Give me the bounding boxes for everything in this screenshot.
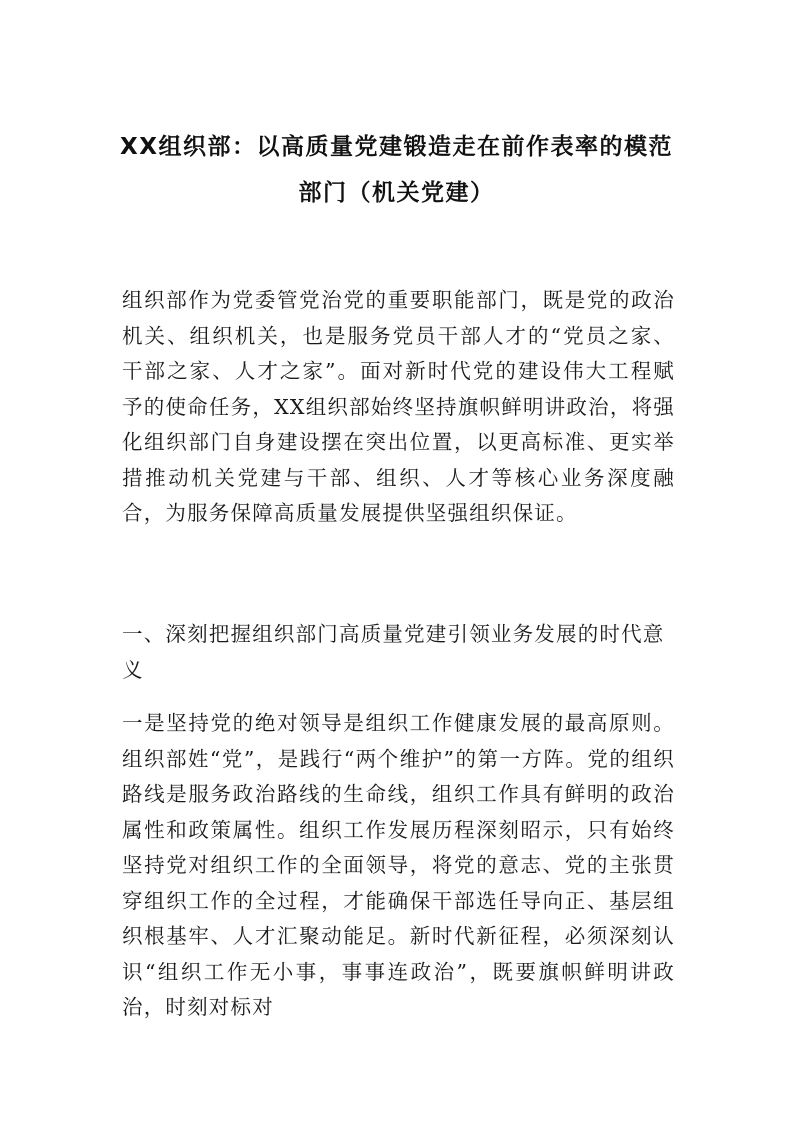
document-title: XX组织部：以高质量党建锻造走在前作表率的模范部门（机关党建） [120,134,673,206]
intro-paragraph: 组织部作为党委管党治党的重要职能部门，既是党的政治机关、组织机关，也是服务党员干部人才的“党员之家、干部之家、人才之家”。面对新时代党的建设伟大工程赋予的使命任务，XX组织部始终坚持旗帜鲜明讲政治，将强化组织部门自身建设摆在突出位置，以更高标准、更实举措推动机关党建与干部、组织、人才等核心业务深度融合，为服务保障高质量发展提供坚强组织保证。 [122,288,675,525]
point-1-paragraph: 一是坚持党的绝对领导是组织工作健康发展的最高原则。组织部姓“党”，是践行“两个维护”的第一方阵。党的组织路线是服务政治路线的生命线，组织工作具有鲜明的政治属性和政策属性。组织工作发展历程深刻昭示，只有始终坚持党对组织工作的全面领导，将党的意志、党的主张贯穿组织工作的全过程，才能确保干部选任导向正、基层组织根基牢、人才汇聚动能足。新时代新征程，必须深刻认识“组织工作无小事，事事连政治”，既要旗帜鲜明讲政治，时刻对标对 [122,711,675,1019]
section-heading-1: 一、深刻把握组织部门高质量党建引领业务发展的时代意义 [122,622,665,682]
